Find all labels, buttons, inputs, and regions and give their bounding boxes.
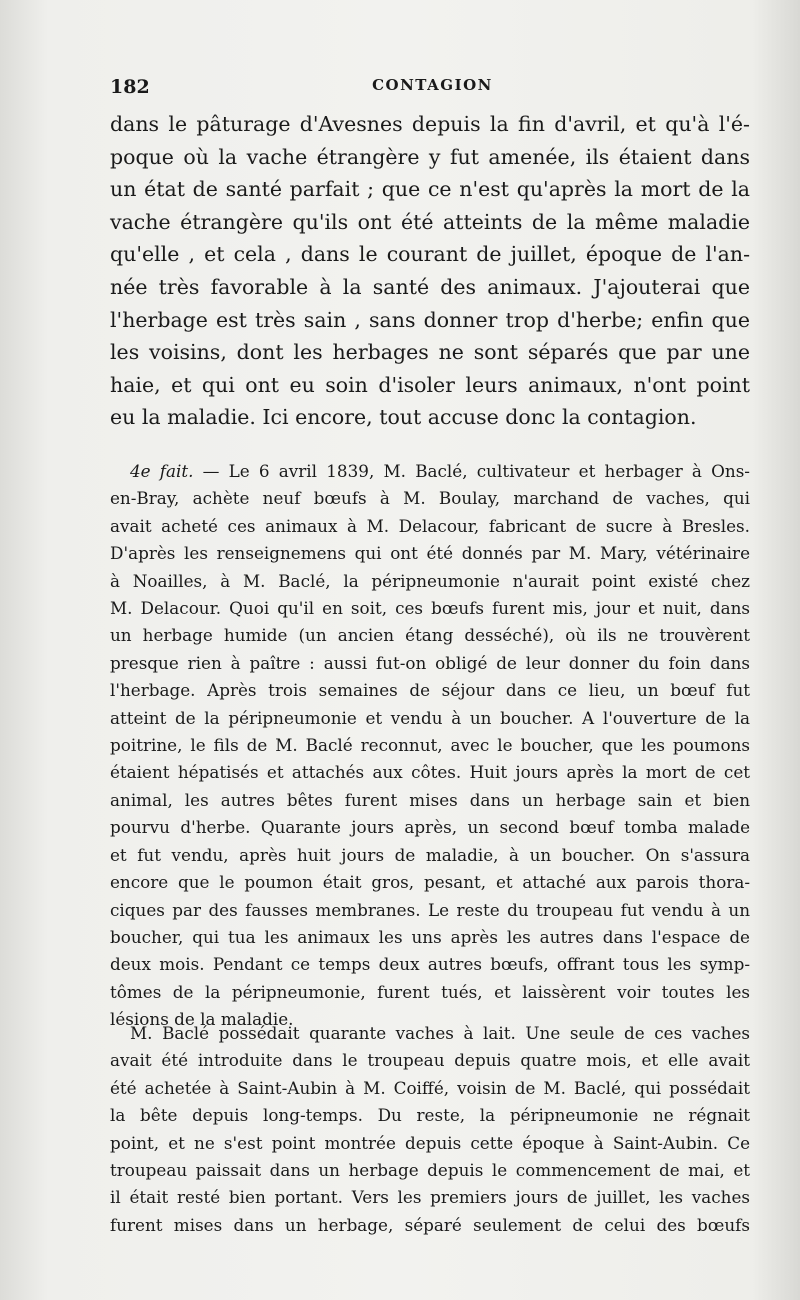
- text-line: à Noailles, à M. Baclé, la péripneumonie n'aurait point existé chez: [110, 570, 750, 591]
- text-line: pourvu d'herbe. Quarante jours après, un second bœuf tomba malade: [110, 817, 750, 838]
- text-line: point, et ne s'est point montrée depuis cette époque à Saint-Aubin. Ce: [110, 1132, 750, 1153]
- text-line: presque rien à paître : aussi fut-on obligé de leur donner du foin dans: [110, 652, 750, 673]
- text-line: l'herbage est très sain , sans donner trop d'herbe; enfin que: [110, 307, 750, 332]
- text-line: avait été introduite dans le troupeau depuis quatre mois, et elle avait: [110, 1050, 750, 1071]
- text-line: un état de santé parfait ; que ce n'est qu'après la mort de la: [110, 177, 750, 202]
- text-line: boucher, qui tua les animaux les uns après les autres dans l'espace de: [110, 926, 750, 947]
- text-line: eu la maladie. Ici encore, tout accuse donc la contagion.: [110, 405, 697, 430]
- text-line: deux mois. Pendant ce temps deux autres bœufs, offrant tous les symp-: [110, 954, 750, 975]
- text-line: il était resté bien portant. Vers les premiers jours de juillet, les vaches: [110, 1187, 750, 1208]
- fact-first-line: — Le 6 avril 1839, M. Baclé, cultivateur et herbager à Ons-: [202, 461, 750, 481]
- text-line: en-Bray, achète neuf bœufs à M. Boulay, marchand de vaches, qui: [110, 488, 750, 509]
- text-line: étaient hépatisés et attachés aux côtes. Huit jours après la mort de cet: [110, 762, 750, 783]
- running-title: CONTAGION: [372, 76, 493, 94]
- second-paragraph: [110, 1020, 750, 1239]
- text-line: encore que le poumon était gros, pesant, et attaché aux parois thora-: [110, 872, 750, 893]
- text-line: qu'elle , et cela , dans le courant de juillet, époque de l'an-: [110, 242, 750, 267]
- text-line: l'herbage. Après trois semaines de séjour dans ce lieu, un bœuf fut: [110, 680, 750, 701]
- text-line: née très favorable à la santé des animaux. J'ajouterai que: [110, 274, 750, 299]
- text-line: vache étrangère qu'ils ont été atteints de la même maladie: [110, 209, 750, 234]
- page-header: [110, 76, 755, 102]
- fact-paragraph: [110, 458, 750, 1034]
- text-line: un herbage humide (un ancien étang desséché), où ils ne trouvèrent: [110, 625, 750, 646]
- text-line: D'après les renseignemens qui ont été donnés par M. Mary, vétérinaire: [110, 543, 750, 564]
- fact-label: 4e fait.: [130, 461, 194, 481]
- text-line: animal, les autres bêtes furent mises dans un herbage sain et bien: [110, 789, 750, 810]
- text-line: ciques par des fausses membranes. Le reste du troupeau fut vendu à un: [110, 899, 750, 920]
- text-line: M. Delacour. Quoi qu'il en soit, ces bœufs furent mis, jour et nuit, dans: [110, 598, 750, 619]
- text-line: et fut vendu, après huit jours de maladie, à un boucher. On s'assura: [110, 844, 750, 865]
- text-line: troupeau paissait dans un herbage depuis le commencement de mai, et: [110, 1160, 750, 1181]
- text-line: les voisins, dont les herbages ne sont séparés que par une: [110, 340, 750, 365]
- text-line: poque où la vache étrangère y fut amenée, ils étaient dans: [110, 144, 750, 169]
- intro-paragraph: [110, 108, 750, 434]
- text-line: furent mises dans un herbage, séparé seulement de celui des bœufs: [110, 1214, 750, 1235]
- text-line: avait acheté ces animaux à M. Delacour, fabricant de sucre à Bresles.: [110, 515, 750, 536]
- page-number: 182: [110, 76, 150, 98]
- text-line: atteint de la péripneumonie et vendu à un boucher. A l'ouverture de la: [110, 707, 750, 728]
- text-line: tômes de la péripneumonie, furent tués, et laissèrent voir toutes les: [110, 981, 750, 1002]
- text-line: lésions de la maladie.: [110, 1009, 294, 1030]
- text-line: haie, et qui ont eu soin d'isoler leurs animaux, n'ont point: [110, 372, 750, 397]
- text-line: été achetée à Saint-Aubin à M. Coiffé, voisin de M. Baclé, qui possédait: [110, 1077, 750, 1098]
- text-line: la bête depuis long-temps. Du reste, la péripneumonie ne régnait: [110, 1105, 750, 1126]
- text-line: poitrine, le fils de M. Baclé reconnut, avec le boucher, que les poumons: [110, 735, 750, 756]
- text-line: dans le pâturage d'Avesnes depuis la fin d'avril, et qu'à l'é-: [110, 112, 750, 136]
- text-line: [110, 458, 750, 485]
- text-line: M. Baclé possédait quarante vaches à lait. Une seule de ces vaches: [130, 1023, 750, 1043]
